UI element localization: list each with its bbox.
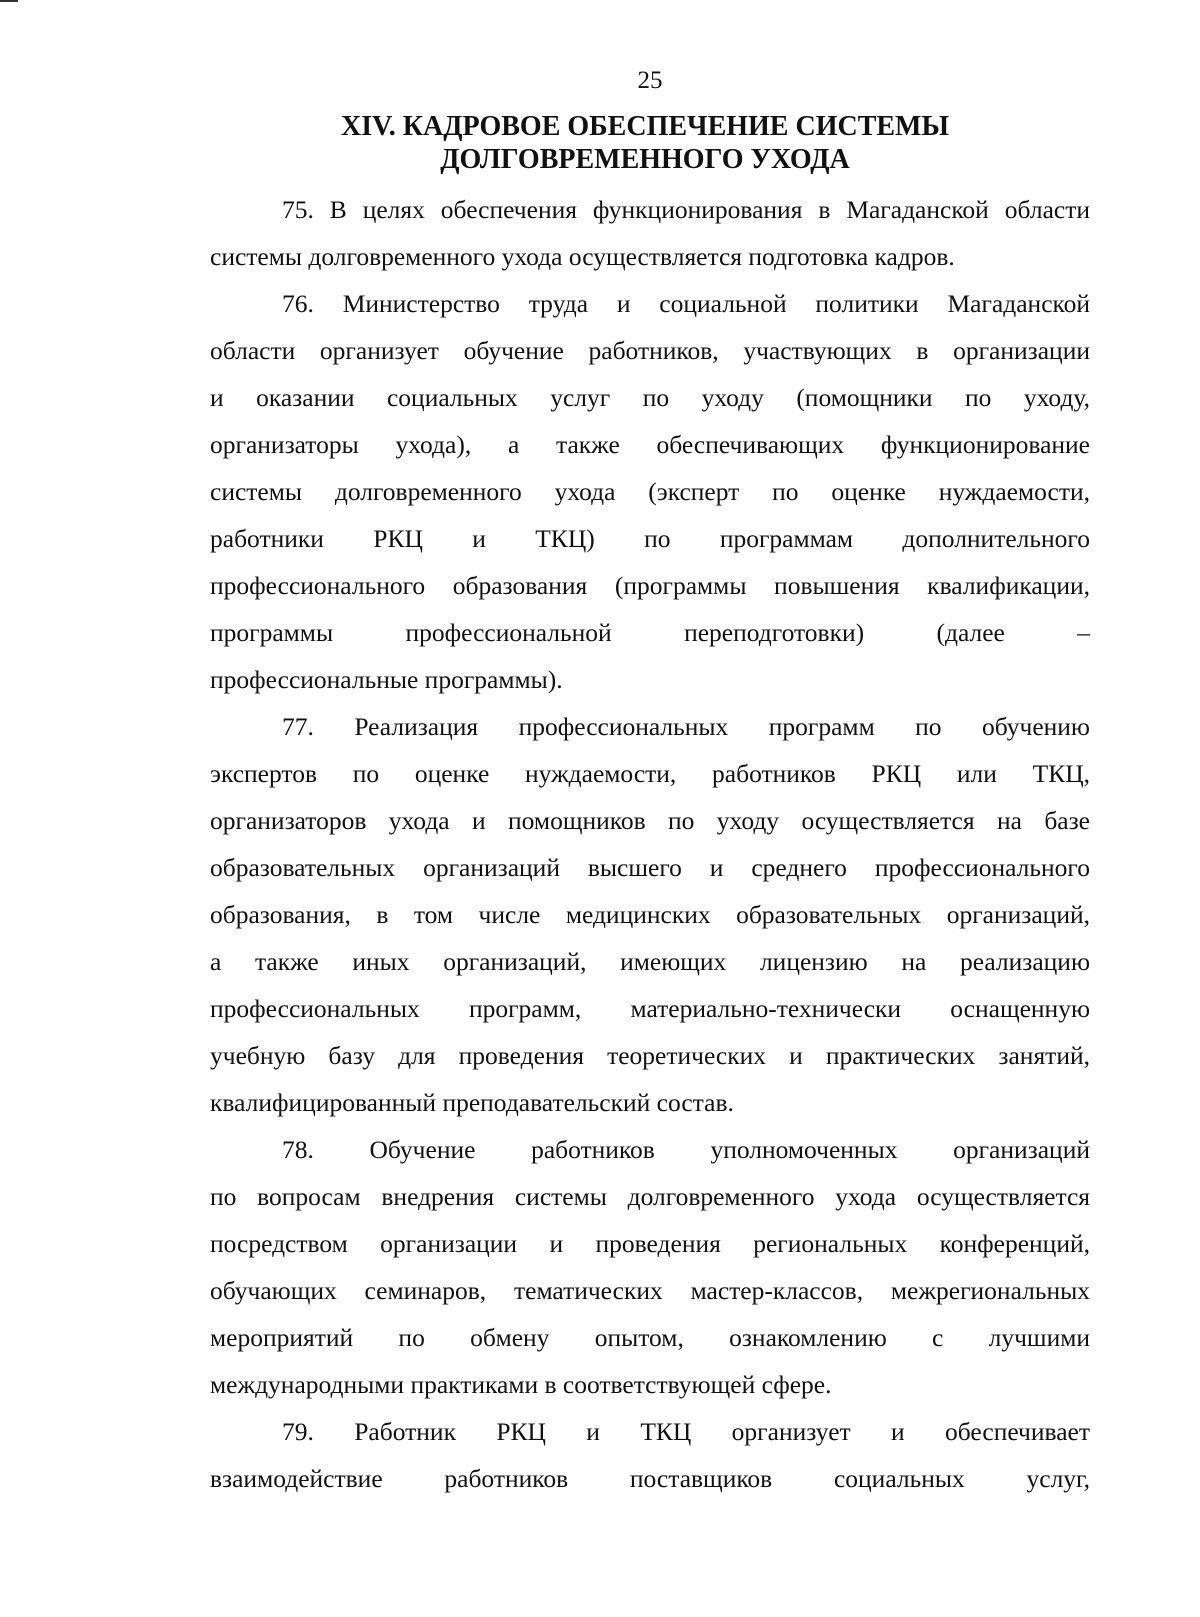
text-line: образовательных организаций высшего и среднего профессионального <box>210 853 1090 882</box>
text-line: организаторов ухода и помощников по уходу осуществляется на базе <box>210 806 1090 835</box>
text-line: экспертов по оценке нуждаемости, работников РКЦ или ТКЦ, <box>210 759 1090 788</box>
text-line: 78. Обучение работников уполномоченных организаций <box>282 1135 1090 1164</box>
page-number: 25 <box>637 67 663 94</box>
text-line: профессиональные программы). <box>210 665 563 694</box>
text-line: работники РКЦ и ТКЦ) по программам дополнительного <box>210 524 1090 553</box>
text-line: системы долговременного ухода (эксперт по оценке нуждаемости, <box>210 477 1090 506</box>
paragraph-78 <box>210 1126 1090 1408</box>
section-heading <box>205 110 1085 176</box>
paragraph-75 <box>210 186 1090 280</box>
text-line: по вопросам внедрения системы долговременного ухода осуществляется <box>210 1182 1090 1211</box>
text-line: квалифицированный преподавательский состав. <box>210 1088 734 1117</box>
text-line: а также иных организаций, имеющих лицензию на реализацию <box>210 947 1090 976</box>
paragraph-79 <box>210 1408 1090 1502</box>
text-line: мероприятий по обмену опытом, ознакомлению с лучшими <box>210 1323 1090 1352</box>
text-line: области организует обучение работников, участвующих в организации <box>210 336 1090 365</box>
text-line: профессиональных программ, материально-технически оснащенную <box>210 994 1090 1023</box>
paragraph-77 <box>210 703 1090 1126</box>
text-line: взаимодействие работников поставщиков социальных услуг, <box>210 1464 1090 1493</box>
text-line: образования, в том числе медицинских образовательных организаций, <box>210 900 1090 929</box>
text-line: 76. Министерство труда и социальной политики Магаданской <box>282 289 1090 318</box>
text-line: посредством организации и проведения региональных конференций, <box>210 1229 1090 1258</box>
section-heading-line: XIV. КАДРОВОЕ ОБЕСПЕЧЕНИЕ СИСТЕМЫ <box>341 111 949 142</box>
section-heading-line: ДОЛГОВРЕМЕННОГО УХОДА <box>440 144 850 175</box>
text-line: профессионального образования (программы повышения квалификации, <box>210 571 1090 600</box>
text-line: 77. Реализация профессиональных программ по обучению <box>282 712 1090 741</box>
paragraph-76 <box>210 280 1090 703</box>
document-body <box>210 186 1090 1502</box>
text-line: 79. Работник РКЦ и ТКЦ организует и обеспечивает <box>282 1417 1090 1446</box>
text-line: 75. В целях обеспечения функционирования в Магаданской области <box>282 195 1090 224</box>
text-line: обучающих семинаров, тематических мастер-классов, межрегиональных <box>210 1276 1090 1305</box>
text-line: и оказании социальных услуг по уходу (помощники по уходу, <box>210 383 1090 412</box>
scan-edge-mark <box>0 0 18 2</box>
text-line: организаторы ухода), а также обеспечивающих функционирование <box>210 430 1090 459</box>
text-line: программы профессиональной переподготовки) (далее – <box>210 618 1090 647</box>
text-line: учебную базу для проведения теоретических и практических занятий, <box>210 1041 1090 1070</box>
text-line: международными практиками в соответствующей сфере. <box>210 1370 832 1399</box>
text-line: системы долговременного ухода осуществляется подготовка кадров. <box>210 242 955 271</box>
